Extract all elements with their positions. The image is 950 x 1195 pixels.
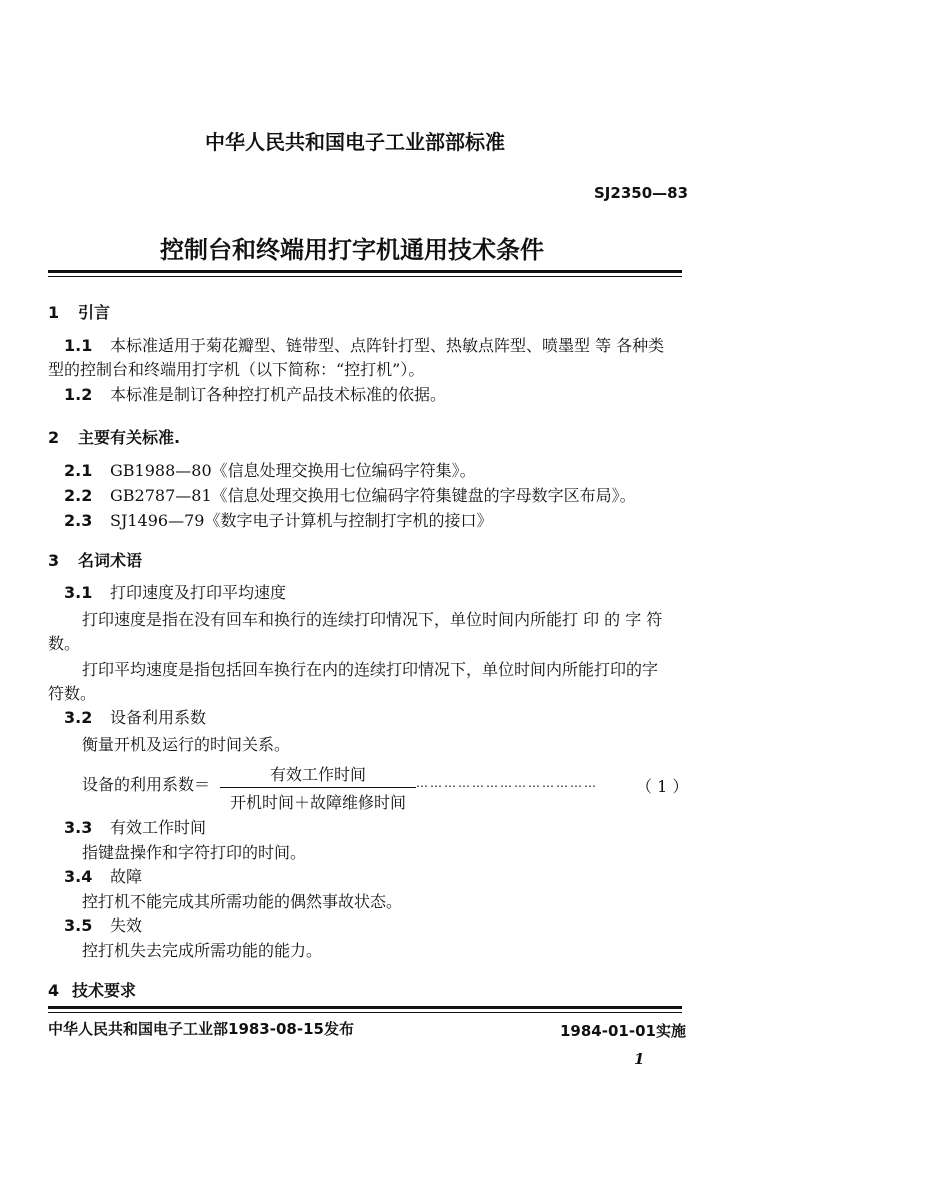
footer-rule-thin xyxy=(48,1012,682,1013)
clause-number: 3.3 xyxy=(64,818,93,837)
paragraph-line: 打印平均速度是指包括回车换行在内的连续打印情况下，单位时间内所能打印的字 xyxy=(82,660,659,679)
section-4-heading xyxy=(48,978,136,1001)
paragraph-line: 数。 xyxy=(48,634,81,653)
formula-denominator: 开机时间＋故障维修时间 xyxy=(229,793,406,812)
clause-number: 1.2 xyxy=(64,385,93,404)
section-title: 技术要求 xyxy=(72,981,137,1000)
paragraph-line: 符数。 xyxy=(48,684,97,703)
standard-item xyxy=(64,483,636,506)
section-number: 1 xyxy=(48,303,60,322)
clause-number: 3.1 xyxy=(64,583,93,602)
clause-number: 3.4 xyxy=(64,867,93,886)
clause-number: 2.2 xyxy=(64,486,93,505)
paragraph-line: 衡量开机及运行的时间关系。 xyxy=(82,735,291,754)
clause-text: GB1988—80《信息处理交换用七位编码字符集》。 xyxy=(110,461,476,480)
paragraph-line: 控打机失去完成所需功能的能力。 xyxy=(82,941,323,960)
clause-text: 本标准是制订各种控打机产品技术标准的依据。 xyxy=(110,385,447,404)
clause-text: GB2787—81《信息处理交换用七位编码字符集键盘的字母数字区布局》。 xyxy=(110,486,636,505)
standard-number: SJ2350—83 xyxy=(594,184,689,202)
paragraph-1-1 xyxy=(64,333,664,356)
paragraph-line: 控打机不能完成其所需功能的偶然事故状态。 xyxy=(82,892,403,911)
paragraph-1-1-cont: 型的控制台和终端用打字机（以下简称：“控打机”）。 xyxy=(48,360,425,379)
clause-number: 3.5 xyxy=(64,916,93,935)
standard-item xyxy=(64,508,492,531)
footer-rule-thick xyxy=(48,1006,682,1009)
formula-leader-dots: ………………………………… xyxy=(416,776,598,790)
formula-fraction xyxy=(220,762,416,813)
clause-title: 有效工作时间 xyxy=(110,818,207,837)
issue-statement: 中华人民共和国电子工业部1983-08-15发布 xyxy=(48,1020,354,1038)
clause-number: 3.2 xyxy=(64,708,93,727)
section-3-heading xyxy=(48,548,142,571)
formula-numerator: 有效工作时间 xyxy=(220,762,416,788)
clause-3-2-heading xyxy=(64,705,206,728)
formula-lhs: 设备的利用系数＝ xyxy=(82,775,211,794)
document-title: 控制台和终端用打字机通用技术条件 xyxy=(160,235,544,264)
clause-text: 本标准适用于菊花瓣型、链带型、点阵针打型、热敏点阵型、喷墨型 等 各种类 xyxy=(110,336,665,355)
section-title: 名词术语 xyxy=(78,551,143,570)
title-rule-thick xyxy=(48,270,682,273)
paragraph-line: 打印速度是指在没有回车和换行的连续打印情况下，单位时间内所能打 印 的 字 符 xyxy=(82,610,663,629)
section-1-heading xyxy=(48,300,110,323)
section-2-heading xyxy=(48,425,180,448)
clause-text: SJ1496—79《数字电子计算机与控制打字机的接口》 xyxy=(110,511,493,530)
paragraph-line: 指键盘操作和字符打印的时间。 xyxy=(82,843,307,862)
section-title: 引言 xyxy=(78,303,111,322)
title-rule-thin xyxy=(48,276,682,277)
clause-title: 打印速度及打印平均速度 xyxy=(110,583,287,602)
effective-date: 1984-01-01实施 xyxy=(560,1022,686,1040)
section-number: 3 xyxy=(48,551,60,570)
clause-title: 故障 xyxy=(110,867,143,886)
clause-title: 设备利用系数 xyxy=(110,708,207,727)
paragraph-1-2 xyxy=(64,382,446,405)
clause-number: 2.3 xyxy=(64,511,93,530)
ministry-title: 中华人民共和国电子工业部部标准 xyxy=(205,130,505,154)
clause-number: 2.1 xyxy=(64,461,93,480)
clause-3-4-heading xyxy=(64,864,142,887)
clause-title: 失效 xyxy=(110,916,143,935)
page-number: 1 xyxy=(634,1050,645,1068)
formula-number: （ 1 ） xyxy=(636,777,689,796)
section-number: 4 xyxy=(48,981,60,1000)
section-number: 2 xyxy=(48,428,60,447)
clause-number: 1.1 xyxy=(64,336,93,355)
clause-3-3-heading xyxy=(64,815,206,838)
standard-item xyxy=(64,458,476,481)
clause-3-5-heading xyxy=(64,913,142,936)
section-title: 主要有关标准. xyxy=(78,428,181,447)
clause-3-1-heading xyxy=(64,580,286,603)
